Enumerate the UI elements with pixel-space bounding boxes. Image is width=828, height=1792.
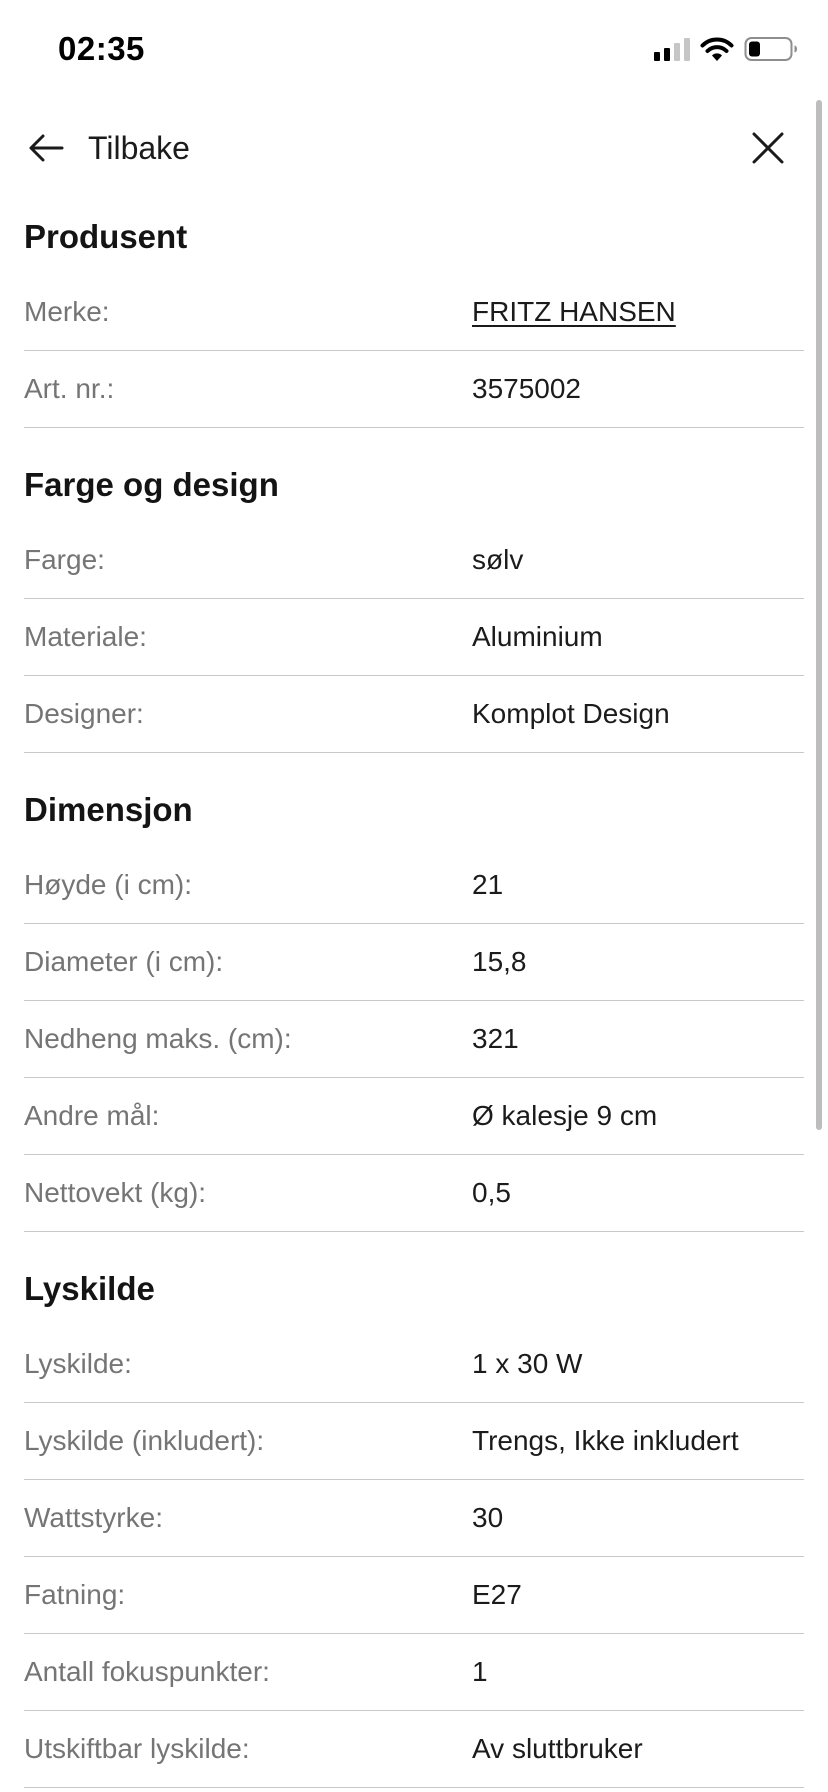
spec-value: 1 x 30 W (472, 1348, 583, 1379)
spec-label: Materiale: (24, 621, 147, 652)
nav-bar (0, 110, 828, 186)
spec-value: Trengs, Ikke inkludert (472, 1425, 739, 1456)
battery-icon (744, 36, 798, 62)
spec-row (24, 599, 804, 676)
spec-row (24, 274, 804, 351)
spec-label: Diameter (i cm): (24, 946, 224, 977)
section-lyskilde (24, 1252, 804, 1788)
spec-label: Nedheng maks. (cm): (24, 1023, 292, 1054)
scrollbar[interactable] (816, 100, 822, 1130)
spec-row (24, 676, 804, 753)
spec-row (24, 1557, 804, 1634)
spec-row (24, 1711, 804, 1788)
spec-label: Art. nr.: (24, 373, 115, 404)
spec-label: Høyde (i cm): (24, 869, 192, 900)
spec-value: 21 (472, 869, 504, 900)
spec-label: Designer: (24, 698, 144, 729)
spec-row (24, 1480, 804, 1557)
close-icon (744, 124, 792, 172)
spec-label: Fatning: (24, 1579, 126, 1610)
spec-value: 321 (472, 1023, 519, 1054)
spec-value: Av sluttbruker (472, 1733, 643, 1764)
status-icons (654, 34, 798, 64)
status-time: 02:35 (58, 30, 145, 67)
status-bar (0, 0, 828, 100)
spec-label: Wattstyrke: (24, 1502, 163, 1533)
spec-row (24, 351, 804, 428)
spec-row (24, 924, 804, 1001)
spec-value: 15,8 (472, 946, 527, 977)
spec-label: Utskiftbar lyskilde: (24, 1733, 250, 1764)
back-button[interactable] (28, 120, 190, 176)
spec-value: 0,5 (472, 1177, 511, 1208)
spec-row (24, 1634, 804, 1711)
spec-value: E27 (472, 1579, 522, 1610)
spec-row (24, 1326, 804, 1403)
spec-row (24, 1001, 804, 1078)
section-produsent (24, 200, 804, 428)
brand-link[interactable]: FRITZ HANSEN (472, 296, 676, 327)
back-label: Tilbake (88, 129, 190, 166)
spec-row (24, 1155, 804, 1232)
spec-label: Lyskilde (inkludert): (24, 1425, 265, 1456)
spec-value: sølv (472, 544, 524, 575)
spec-value: Aluminium (472, 621, 603, 652)
spec-label: Merke: (24, 296, 110, 327)
spec-label: Andre mål: (24, 1100, 160, 1131)
section-title: Lyskilde (24, 1270, 155, 1307)
section-title: Produsent (24, 218, 188, 255)
spec-row (24, 847, 804, 924)
spec-value: Komplot Design (472, 698, 670, 729)
spec-row (24, 1078, 804, 1155)
spec-row (24, 522, 804, 599)
spec-row (24, 1403, 804, 1480)
wifi-icon (700, 36, 734, 62)
close-button[interactable] (744, 124, 792, 172)
section-dimensjon (24, 773, 804, 1232)
arrow-left-icon (28, 133, 64, 163)
spec-value: 1 (472, 1656, 488, 1687)
spec-label: Antall fokuspunkter: (24, 1656, 270, 1687)
spec-value: 3575002 (472, 373, 582, 404)
spec-value: Ø kalesje 9 cm (472, 1100, 658, 1131)
spec-label: Lyskilde: (24, 1348, 132, 1379)
spec-value: 30 (472, 1502, 504, 1533)
spec-label: Nettovekt (kg): (24, 1177, 207, 1208)
spec-label: Farge: (24, 544, 105, 575)
cellular-signal-icon (654, 37, 690, 61)
section-farge-og-design (24, 448, 804, 753)
spec-list (24, 200, 804, 1788)
section-title: Farge og design (24, 466, 279, 503)
section-title: Dimensjon (24, 791, 193, 828)
